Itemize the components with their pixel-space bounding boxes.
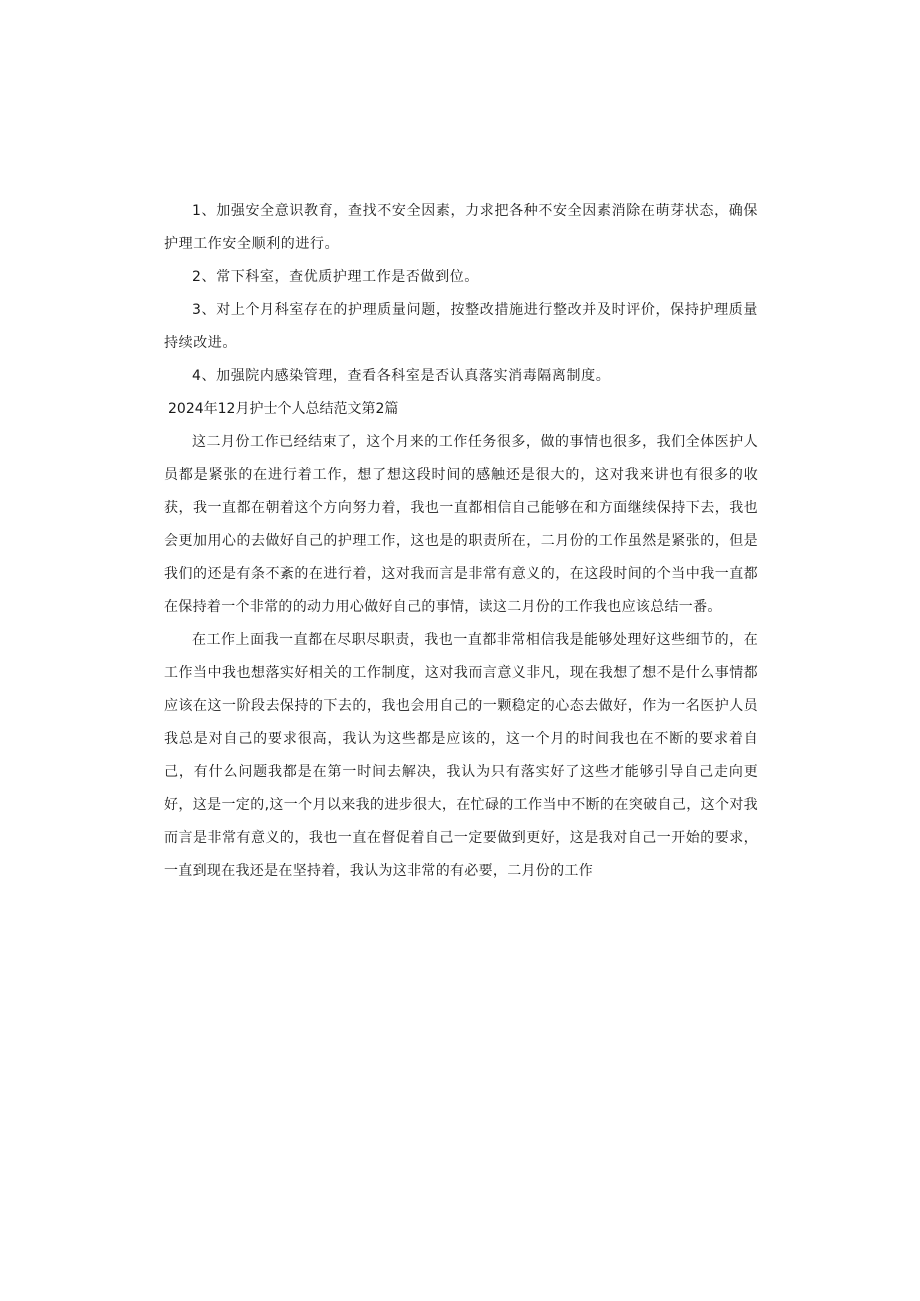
body-paragraph: 在工作上面我一直都在尽职尽职责，我也一直都非常相信我是能够处理好这些细节的，在工作当中我也想落实好相关的工作制度，这对我而言意义非凡，现在我想了想不是什么事情都应该在这一阶段去保持的下去的，我也会用自己的一颗稳定的心态去做好，作为一名医护人员我总是对自己的要求很高，我认为这些都是应该的，这一个月的时间我也在不断的要求着自己，有什么问题我都是在第一时间去解决，我认为只有落实好了这些才能够引导自己走向更好，这是一定的,这一个月以来我的进步很大，在忙碌的工作当中不断的在突破自己，这个对我而言是非常有意义的，我也一直在督促着自己一定要做到更好，这是我对自己一开始的要求，一直到现在我还是在坚持着，我认为这非常的有必要，二月份的工作: [164, 632, 758, 879]
section-title: 2024年12月护士个人总结范文第2篇: [168, 401, 399, 417]
document-page: [164, 195, 758, 888]
body-paragraph: 这二月份工作已经结束了，这个月来的工作任务很多，做的事情也很多，我们全体医护人员都是紧张的在进行着工作，想了想这段时间的感触还是很大的，这对我来讲也有很多的收获，我一直都在朝着这个方向努力着，我也一直都相信自己能够在和方面继续保持下去，我也会更加用心的去做好自己的护理工作，这也是的职责所在，二月份的工作虽然是紧张的，但是我们的还是有条不紊的在进行着，这对我而言是非常有意义的，在这段时间的个当中我一直都在保持着一个非常的的动力用心做好自己的事情，读这二月份的工作我也应该总结一番。: [164, 434, 758, 615]
list-item: 1、加强安全意识教育，查找不安全因素，力求把各种不安全因素消除在萌芽状态，确保护理工作安全顺利的进行。: [164, 203, 758, 252]
list-item: 3、对上个月科室存在的护理质量问题，按整改措施进行整改并及时评价，保持护理质量持续改进。: [164, 302, 758, 351]
list-item: 2、常下科室，查优质护理工作是否做到位。: [192, 269, 479, 285]
list-item: 4、加强院内感染管理，查看各科室是否认真落实消毒隔离制度。: [192, 368, 611, 384]
